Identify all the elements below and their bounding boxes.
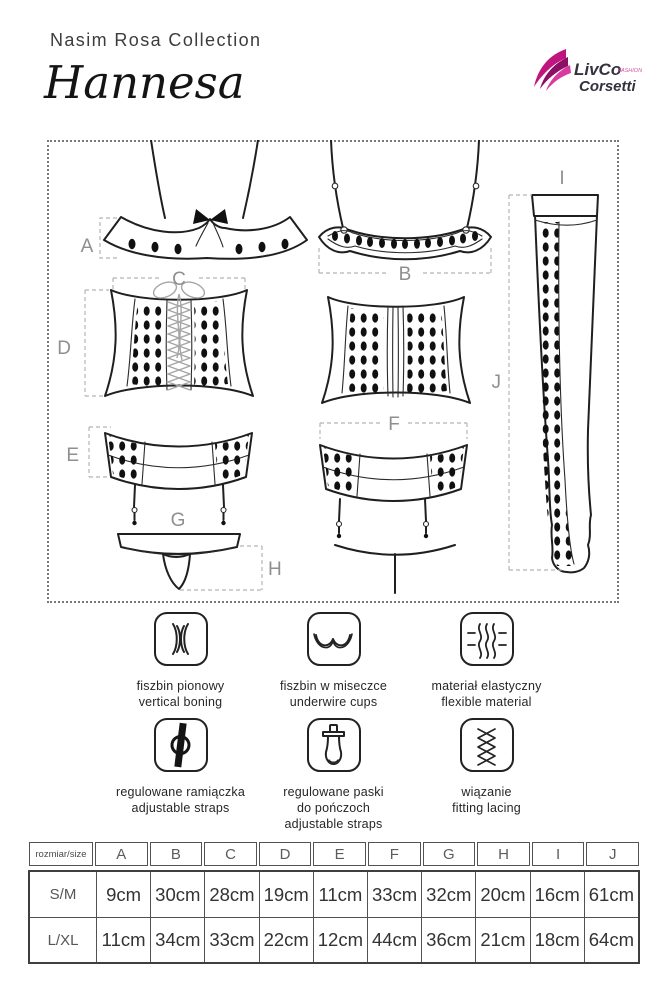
corset-front-drawing — [57, 269, 253, 396]
column-header-e: E — [313, 842, 366, 866]
garter-strap-clip-icon — [307, 718, 361, 772]
size-table-header — [28, 842, 640, 866]
caption-line: wiązanie — [461, 785, 512, 799]
size-value: 44cm — [367, 917, 421, 962]
size-value: 18cm — [530, 917, 584, 962]
size-value: 32cm — [421, 872, 475, 917]
corset-back-drawing — [322, 297, 470, 403]
letter-h-label: H — [268, 559, 282, 580]
letter-i-label: I — [559, 168, 565, 189]
column-header-i: I — [532, 842, 585, 866]
caption-line: regulowane ramiączka — [115, 785, 246, 799]
caption-line: flexible material — [441, 695, 532, 709]
bra-band-drawing — [319, 140, 491, 285]
column-header-g: G — [423, 842, 476, 866]
caption-line: do pończoch — [296, 801, 371, 815]
letter-f-label: F — [388, 414, 400, 435]
size-table-body — [28, 870, 640, 964]
garter-belt-right-drawing — [320, 414, 467, 538]
column-header-f: F — [368, 842, 421, 866]
size-value: 12cm — [313, 917, 367, 962]
size-value: 33cm — [367, 872, 421, 917]
size-value: 36cm — [421, 917, 475, 962]
size-value: 16cm — [530, 872, 584, 917]
size-value: 64cm — [584, 917, 638, 962]
letter-g-label: G — [170, 510, 186, 531]
size-value: 34cm — [150, 917, 204, 962]
caption-line: fitting lacing — [452, 801, 521, 815]
caption-line: underwire cups — [289, 695, 378, 709]
size-value: 11cm — [313, 872, 367, 917]
size-table — [28, 842, 640, 964]
product-name: Hannesa — [44, 56, 245, 109]
column-header-a: A — [95, 842, 148, 866]
feature-underwire-cups — [257, 612, 410, 710]
feature-flexible-material — [410, 612, 563, 710]
size-value: 9cm — [96, 872, 150, 917]
lacing-icon — [460, 718, 514, 772]
feature-garter-straps — [257, 718, 410, 832]
brand-name-bottom: Corsetti — [579, 78, 636, 95]
letter-b-label: B — [398, 264, 412, 285]
column-header-c: C — [204, 842, 257, 866]
size-row-label: L/XL — [30, 917, 96, 962]
caption-line: fiszbin w miseczce — [279, 679, 388, 693]
letter-a-label: A — [80, 236, 94, 257]
stocking-drawing — [492, 168, 599, 572]
letter-c-label: C — [172, 269, 186, 290]
underwire-cups-icon — [307, 612, 361, 666]
caption-line: materiał elastyczny — [431, 679, 542, 693]
brand-name-top: LivCo — [574, 60, 622, 79]
thong-back-drawing — [335, 545, 455, 593]
letter-j-label: J — [491, 372, 501, 393]
size-value: 20cm — [475, 872, 529, 917]
size-value: 33cm — [204, 917, 258, 962]
size-value: 11cm — [96, 917, 150, 962]
caption-line: adjustable straps — [284, 817, 383, 831]
feature-legend — [104, 612, 574, 832]
column-header-d: D — [259, 842, 312, 866]
column-header-b: B — [150, 842, 203, 866]
feature-fitting-lacing — [410, 718, 563, 832]
column-header-h: H — [477, 842, 530, 866]
brand-name-fashion: FASHION — [618, 68, 643, 74]
size-row-label: S/M — [49, 886, 77, 903]
vertical-boning-icon — [154, 612, 208, 666]
feature-vertical-boning — [104, 612, 257, 710]
adjustable-straps-icon — [154, 718, 208, 772]
brand-logo — [532, 46, 646, 96]
flexible-material-icon — [460, 612, 514, 666]
garter-belt-left-drawing — [66, 427, 252, 525]
feature-adjustable-straps — [104, 718, 257, 832]
bra-front-drawing — [81, 140, 307, 259]
caption-line: adjustable straps — [131, 801, 230, 815]
column-header-j: J — [586, 842, 639, 866]
caption-line: vertical boning — [138, 695, 223, 709]
letter-e-label: E — [66, 445, 79, 466]
size-value: 19cm — [259, 872, 313, 917]
collection-title: Nasim Rosa Collection — [50, 30, 262, 50]
size-table-corner-label: rozmiar/size — [29, 842, 93, 866]
technical-drawing-panel — [47, 140, 619, 603]
size-value: 21cm — [475, 917, 529, 962]
caption-line: fiszbin pionowy — [136, 679, 225, 693]
garment-diagram — [47, 140, 619, 603]
letter-d-label: D — [57, 338, 71, 359]
size-value: 28cm — [204, 872, 258, 917]
size-value: 22cm — [259, 917, 313, 962]
size-value: 30cm — [150, 872, 204, 917]
wing-icon — [534, 49, 571, 91]
size-value: 61cm — [584, 872, 638, 917]
caption-line: regulowane paski — [283, 785, 384, 799]
panty-front-drawing — [118, 510, 282, 590]
